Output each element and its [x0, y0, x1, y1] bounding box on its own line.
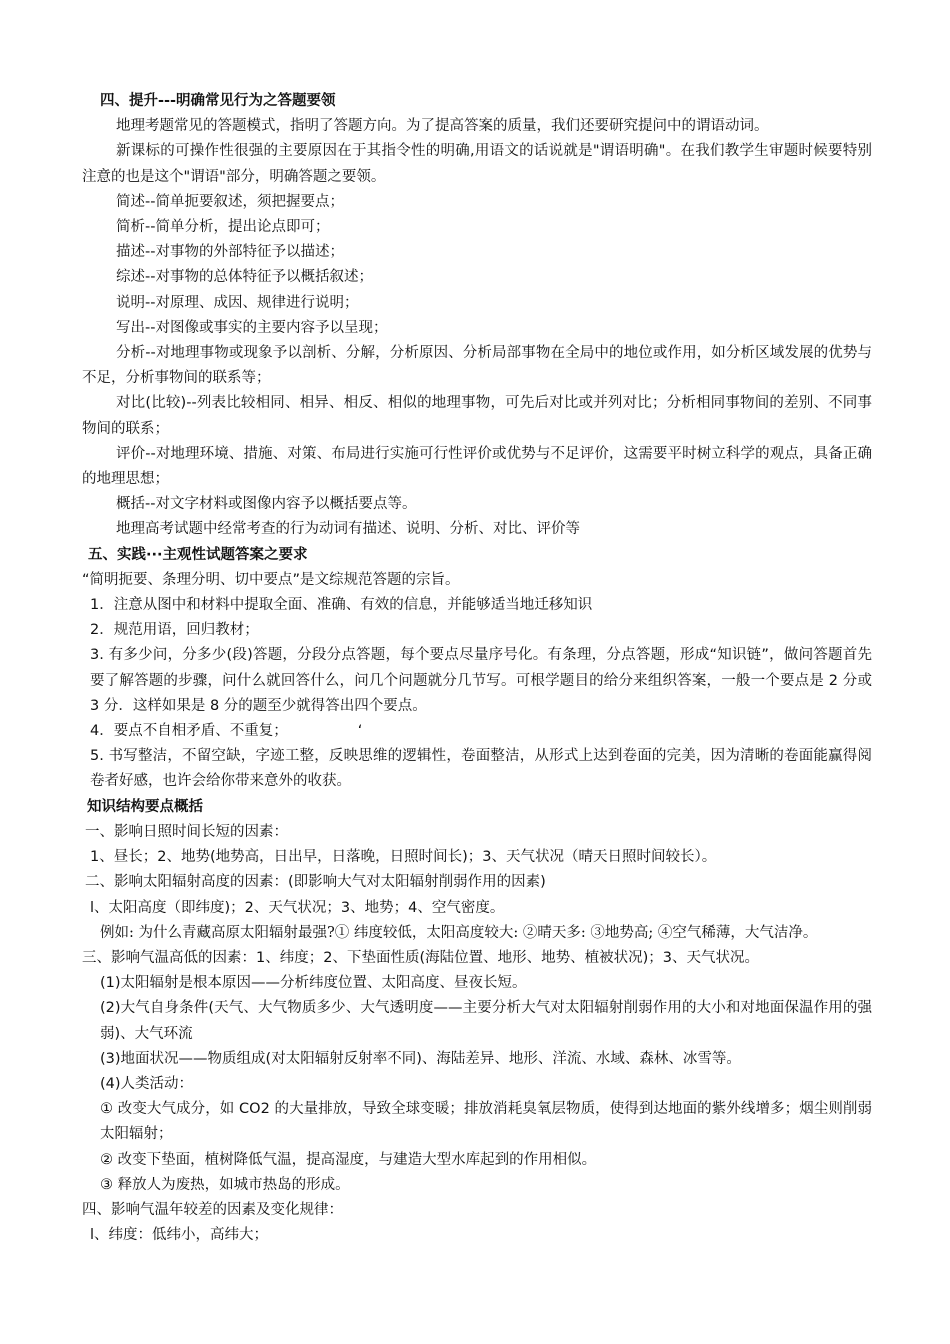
list-item: 简析--简单分析，提出论点即可； [116, 219, 330, 236]
paragraph: 新课标的可操作性很强的主要原因在于其指令性的明确,用语文的话说就是"谓语明确"。在我们教学生审题时候要特别注意的也是这个"谓语"部分，明确答题之要领。 [82, 143, 872, 185]
list-item: (2)大气自身条件(天气、大气物质多少、大气透明度——主要分析大气对太阳辐射削弱作用的大小和对地面保温作用的强弱)、大气环流 [100, 1000, 872, 1042]
section-4-heading: 四、提升---明确常见行为之答题要领 [100, 93, 336, 109]
paragraph: 地理考题常见的答题模式，指明了答题方向。为了提高答案的质量，我们还要研究提问中的谓语动词。 [116, 118, 769, 135]
section-5-heading: 五、实践···主观性试题答案之要求 [88, 546, 308, 563]
example-paragraph: 例如: 为什么青藏高原太阳辐射最强?① 纬度较低，太阳高度较大: ②晴天多: ③地势高; ④空气稀薄，大气洁净。 [100, 924, 818, 941]
stray-mark: ‘ [357, 723, 363, 740]
list-item: 5. 书写整洁，不留空缺，字迹工整，反映思维的逻辑性，卷面整洁，从形式上达到卷面的完美，因为清晰的卷面能赢得阅卷者好感，也许会给你带来意外的收获。 [90, 748, 872, 790]
list-item: ② 改变下垫面，植树降低气温，提高湿度，与建造大型水库起到的作用相似。 [100, 1151, 597, 1168]
list-item: l、纬度：低纬小，高纬大； [90, 1227, 269, 1244]
list-item: 对比(比较)--列表比较相同、相异、相反、相似的地理事物，可先后对比或并列对比；分析相同事物间的差别、不同事物间的联系； [82, 395, 872, 437]
list-item: 综述--对事物的总体特征予以概括叙述； [116, 269, 373, 286]
list-item: (4)人类活动： [100, 1075, 194, 1092]
list-item: 地理高考试题中经常考查的行为动词有描述、说明、分析、对比、评价等 [116, 521, 580, 538]
list-item: ① 改变大气成分，如 CO2 的大量排放，导致全球变暖；排放消耗臭氧层物质，使得到达地面的紫外线增多；烟尘则削弱太阳辐射； [100, 1101, 872, 1143]
document-body [82, 89, 872, 1248]
list-item-text: 4．要点不自相矛盾、不重复； [90, 723, 288, 740]
list-item: 概括--对文字材料或图像内容予以概括要点等。 [116, 496, 417, 513]
knowledge-heading: 知识结构要点概括 [87, 798, 203, 815]
list-item: 2．规范用语，回归教材； [90, 622, 259, 639]
paragraph: “简明扼要、条理分明、切中要点”是文综规范答题的宗旨。 [82, 571, 460, 588]
list-item: 评价--对地理环境、措施、对策、布局进行实施可行性评价或优势与不足评价，这需要平时树立科学的观点，具备正确的地理思想； [82, 445, 872, 488]
list-item: ③ 释放人为废热，如城市热岛的形成。 [100, 1176, 350, 1193]
paragraph: l、太阳高度（即纬度)；2、天气状况；3、地势；4、空气密度。 [90, 899, 505, 916]
list-item: 描述--对事物的外部特征予以描述； [116, 244, 344, 261]
list-item: 3. 有多少问，分多少(段)答题，分段分点答题，每个要点尽量序号化。有条理，分点答题，形成“知识链”，做问答题首先要了解答题的步骤，问什么就回答什么，问几个问题就分几节写。可根学题目的给分来组织答案，一般一个要点是 2 分或 3 分．这样如果是 8 分的题至少就得答出四个要点。 [90, 647, 872, 714]
list-item: 简述--简单扼要叙述，须把握要点； [116, 193, 344, 210]
paragraph: 1、昼长；2、地势(地势高，日出早，日落晚，日照时间长)；3、天气状况（晴天日照时间较长）。 [90, 849, 717, 866]
list-item: 分析--对地理事物或现象予以剖析、分解，分析原因、分析局部事物在全局中的地位或作用，如分析区域发展的优势与不足，分析事物间的联系等； [82, 345, 872, 387]
list-item: 写出--对图像或事实的主要内容予以呈现； [116, 319, 388, 336]
subheading: 三、影响气温高低的因素：1、纬度；2、下垫面性质(海陆位置、地形、地势、植被状况)；3、天气状况。 [82, 949, 759, 966]
list-item: 1．注意从图中和材料中提取全面、准确、有效的信息，并能够适当地迁移知识 [90, 597, 593, 614]
list-item: 说明--对原理、成因、规律进行说明； [116, 294, 359, 311]
subheading: 二、影响太阳辐射高度的因素：(即影响大气对太阳辐射削弱作用的因素) [85, 874, 546, 891]
list-item [82, 719, 872, 744]
subheading: 一、影响日照时间长短的因素： [85, 823, 288, 840]
subheading: 四、影响气温年较差的因素及变化规律： [82, 1201, 343, 1218]
list-item: (3)地面状况——物质组成(对太阳辐射反射率不同)、海陆差异、地形、洋流、水域、森林、冰雪等。 [100, 1050, 741, 1067]
list-item: (1)太阳辐射是根本原因——分析纬度位置、太阳高度、昼夜长短。 [100, 975, 527, 992]
